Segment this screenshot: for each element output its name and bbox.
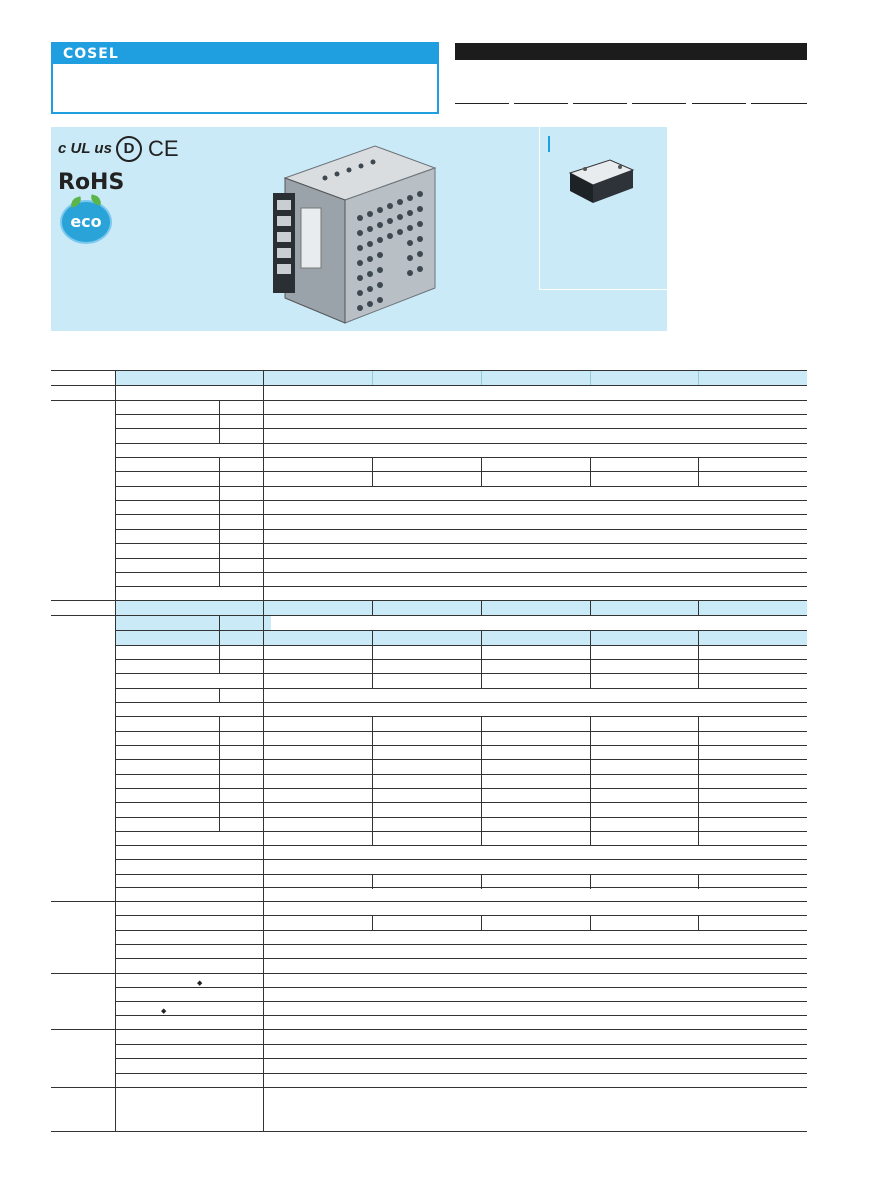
table-model-divider	[481, 874, 482, 889]
table-subrule	[115, 586, 807, 587]
table-model-divider	[372, 601, 373, 616]
table-model-divider	[698, 601, 699, 616]
option-photo-panel	[539, 127, 667, 290]
table-rule	[51, 973, 807, 974]
table-model-divider	[590, 630, 591, 674]
header-item-cell	[115, 370, 263, 385]
table-subrule	[115, 443, 807, 444]
table-model-divider	[590, 673, 591, 688]
ul-mark-text: c UL us	[58, 140, 112, 157]
table-model-divider	[481, 630, 482, 674]
table-model-divider	[698, 673, 699, 688]
table-subrule	[115, 1044, 807, 1045]
eco-text: eco	[70, 212, 102, 231]
table-subcol-divider	[219, 645, 220, 674]
header-model-2	[372, 370, 481, 385]
table-model-divider	[698, 874, 699, 889]
output-col-4	[590, 601, 698, 616]
table-rule	[51, 615, 807, 616]
table-model-divider	[372, 716, 373, 846]
table-model-divider	[698, 915, 699, 930]
table-subrule	[115, 874, 807, 875]
table-subrule	[115, 831, 807, 832]
noise-filter-photo	[565, 155, 637, 205]
table-model-divider	[590, 716, 591, 846]
table-model-divider	[481, 716, 482, 846]
table-rule	[51, 385, 807, 386]
table-model-divider	[372, 630, 373, 674]
ce-mark-text: CE	[148, 136, 179, 161]
table-subrule	[115, 987, 807, 988]
table-subcol-divider	[219, 400, 220, 443]
output-col-5	[698, 601, 807, 616]
header-model-3	[481, 370, 590, 385]
table-subrule	[115, 1015, 807, 1016]
table-model-divider	[481, 457, 482, 486]
table-model-divider	[372, 874, 373, 889]
output-sub-row	[263, 630, 807, 645]
table-rule	[51, 600, 807, 601]
model-line-5	[692, 103, 746, 104]
table-subcol-divider	[219, 759, 220, 802]
table-col-divider	[115, 370, 116, 1131]
table-model-divider	[590, 915, 591, 930]
model-line-3	[573, 103, 627, 104]
table-subrule	[115, 958, 807, 959]
table-model-divider	[698, 630, 699, 674]
note-marker-1: ◆	[197, 980, 203, 987]
model-line-2	[514, 103, 568, 104]
table-rule	[51, 1131, 807, 1132]
header-model-4	[590, 370, 698, 385]
table-subcol-divider	[219, 500, 220, 543]
table-subrule	[115, 1073, 807, 1074]
model-line-6	[751, 103, 807, 104]
table-subrule	[115, 915, 807, 916]
output-col-1	[263, 601, 372, 616]
table-rule	[51, 400, 807, 401]
note-marker-2: ◆	[161, 1008, 167, 1015]
table-model-divider	[590, 874, 591, 889]
table-model-divider	[590, 457, 591, 486]
table-rule	[51, 370, 807, 371]
table-subrule	[115, 930, 807, 931]
header-model-5	[698, 370, 807, 385]
table-subrule	[115, 702, 807, 703]
table-subrule	[115, 1001, 807, 1002]
ul-recognized-icon	[58, 140, 112, 157]
table-subrule	[115, 1058, 807, 1059]
table-model-divider	[372, 915, 373, 930]
table-subrule	[115, 887, 807, 888]
power-supply-photo	[265, 138, 445, 328]
rohs-label	[58, 170, 124, 195]
table-subrule	[115, 944, 807, 945]
table-model-divider	[481, 673, 482, 688]
table-model-divider	[698, 716, 699, 846]
model-header-bar	[455, 43, 807, 60]
model-line-4	[632, 103, 686, 104]
model-line-1	[455, 103, 509, 104]
logo-bar	[53, 44, 437, 64]
table-model-divider	[698, 457, 699, 486]
table-subcol-divider	[219, 457, 220, 500]
d-mark-icon	[116, 136, 142, 162]
table-model-divider	[372, 457, 373, 486]
table-rule	[51, 1029, 807, 1030]
table-model-divider	[372, 673, 373, 688]
table-rule	[51, 901, 807, 902]
rohs-text: RoHS	[58, 170, 125, 195]
output-col-3	[481, 601, 590, 616]
table-subcol-divider	[219, 802, 220, 831]
output-col-2	[372, 601, 481, 616]
d-mark-text: D	[123, 140, 135, 157]
table-model-divider	[481, 915, 482, 930]
header-model-1	[263, 370, 372, 385]
table-subcol-divider	[219, 616, 220, 645]
series-title-box	[51, 42, 439, 114]
table-subrule	[115, 859, 807, 860]
table-subrule	[115, 845, 807, 846]
spec-table	[51, 370, 807, 1132]
table-model-divider	[590, 601, 591, 616]
table-subcol-divider	[219, 688, 220, 702]
table-model-divider	[481, 601, 482, 616]
cosel-logo: COSEL	[63, 46, 119, 62]
output-header-cell	[115, 601, 263, 616]
ce-mark-icon	[148, 136, 179, 162]
table-subcol-divider	[219, 543, 220, 586]
eco-badge-icon	[60, 200, 112, 244]
table-subcol-divider	[219, 716, 220, 759]
table-rule	[51, 1087, 807, 1088]
option-marker	[548, 136, 550, 152]
table-col-divider	[263, 370, 264, 1131]
